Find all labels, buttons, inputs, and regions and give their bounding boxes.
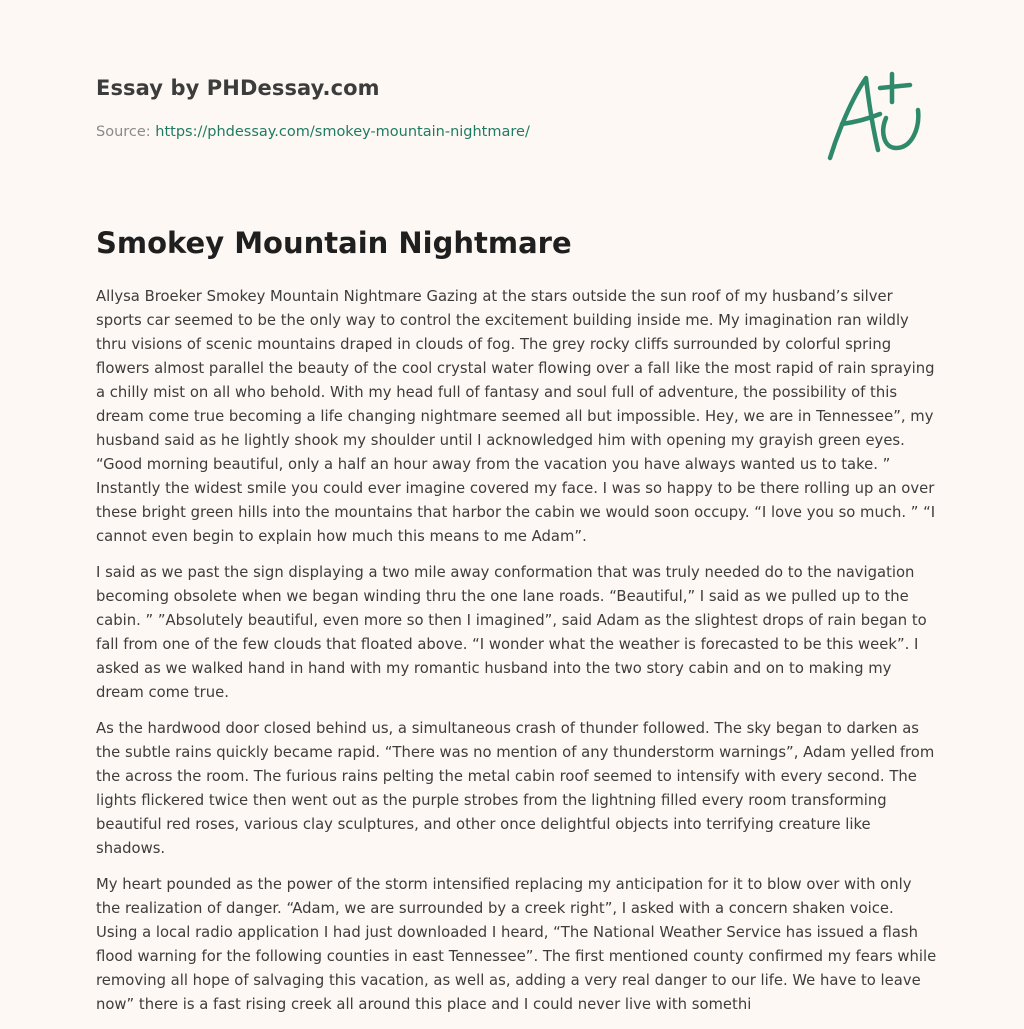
essay-title: Smokey Mountain Nightmare: [96, 226, 572, 260]
essay-paragraph: Allysa Broeker Smokey Mountain Nightmare Gazing at the stars outside the sun roof of my husband’s silver sports car seemed to be the only way to control the excitement building inside me. My imagination ran wildly thru visions of scenic mountains draped in clouds of fog. The grey rocky cliffs surrounded by colorful spring flowers almost parallel the beauty of the cool crystal water flowing over a fall like the most rapid of rain spraying a chilly mist on all who behold. With my head full of fantasy and soul full of adventure, the possibility of this dream come true becoming a life changing nightmare seemed all but impossible. Hey, we are in Tennessee”, my husband said as he lightly shook my shoulder until I acknowledged him with opening my grayish green eyes. “Good morning beautiful, only a half an hour away from the vacation you have always wanted us to take. ” Instantly the widest smile you could ever imagine covered my face. I was so happy to be there rolling up an over these bright green hills into the mountains that harbor the cabin we would soon occupy. “I love you so much. ” “I cannot even begin to explain how much this means to me Adam”.: [96, 288, 936, 545]
essay-paragraph: As the hardwood door closed behind us, a simultaneous crash of thunder followed. The sky began to darken as the subtle rains quickly became rapid. “There was no mention of any thunderstorm warnings”, Adam yelled from the across the room. The furious rains pelting the metal cabin roof seemed to intensify with every second. The lights flickered twice then went out as the purple strobes from the lightning filled every room transforming beautiful red roses, various clay sculptures, and other once delightful objects into terrifying creature like shadows.: [96, 720, 935, 857]
a-plus-logo-icon: [822, 68, 926, 164]
source-line: [96, 124, 530, 140]
essay-body: [96, 285, 938, 1029]
site-header: [96, 76, 796, 140]
site-brand: Essay by PHDessay.com: [96, 76, 380, 100]
essay-paragraph: I said as we past the sign displaying a two mile away conformation that was truly needed do to the navigation becoming obsolete when we began winding thru the one lane roads. “Beautiful,” I said as we pulled up to the cabin. ” ”Absolutely beautiful, even more so then I imagined”, said Adam as the slightest drops of rain began to fall from one of the few clouds that floated above. “I wonder what the weather is forecasted to be this week”. I asked as we walked hand in hand with my romantic husband into the two story cabin and on to making my dream come true.: [96, 564, 927, 701]
essay-paragraph: My heart pounded as the power of the storm intensified replacing my anticipation for it to blow over with only the realization of danger. “Adam, we are surrounded by a creek right”, I asked with a concern shaken voice. Using a local radio application I had just downloaded I heard, “The National Weather Service has issued a flash flood warning for the following counties in east Tennessee”. The first mentioned county confirmed my fears while removing all hope of salvaging this vacation, as well as, adding a very real danger to our life. We have to leave now” there is a fast rising creek all around this place and I could never live with somethi: [96, 876, 937, 1013]
source-label: Source:: [96, 124, 156, 140]
source-link[interactable]: https://phdessay.com/smokey-mountain-nightmare/: [155, 124, 530, 140]
